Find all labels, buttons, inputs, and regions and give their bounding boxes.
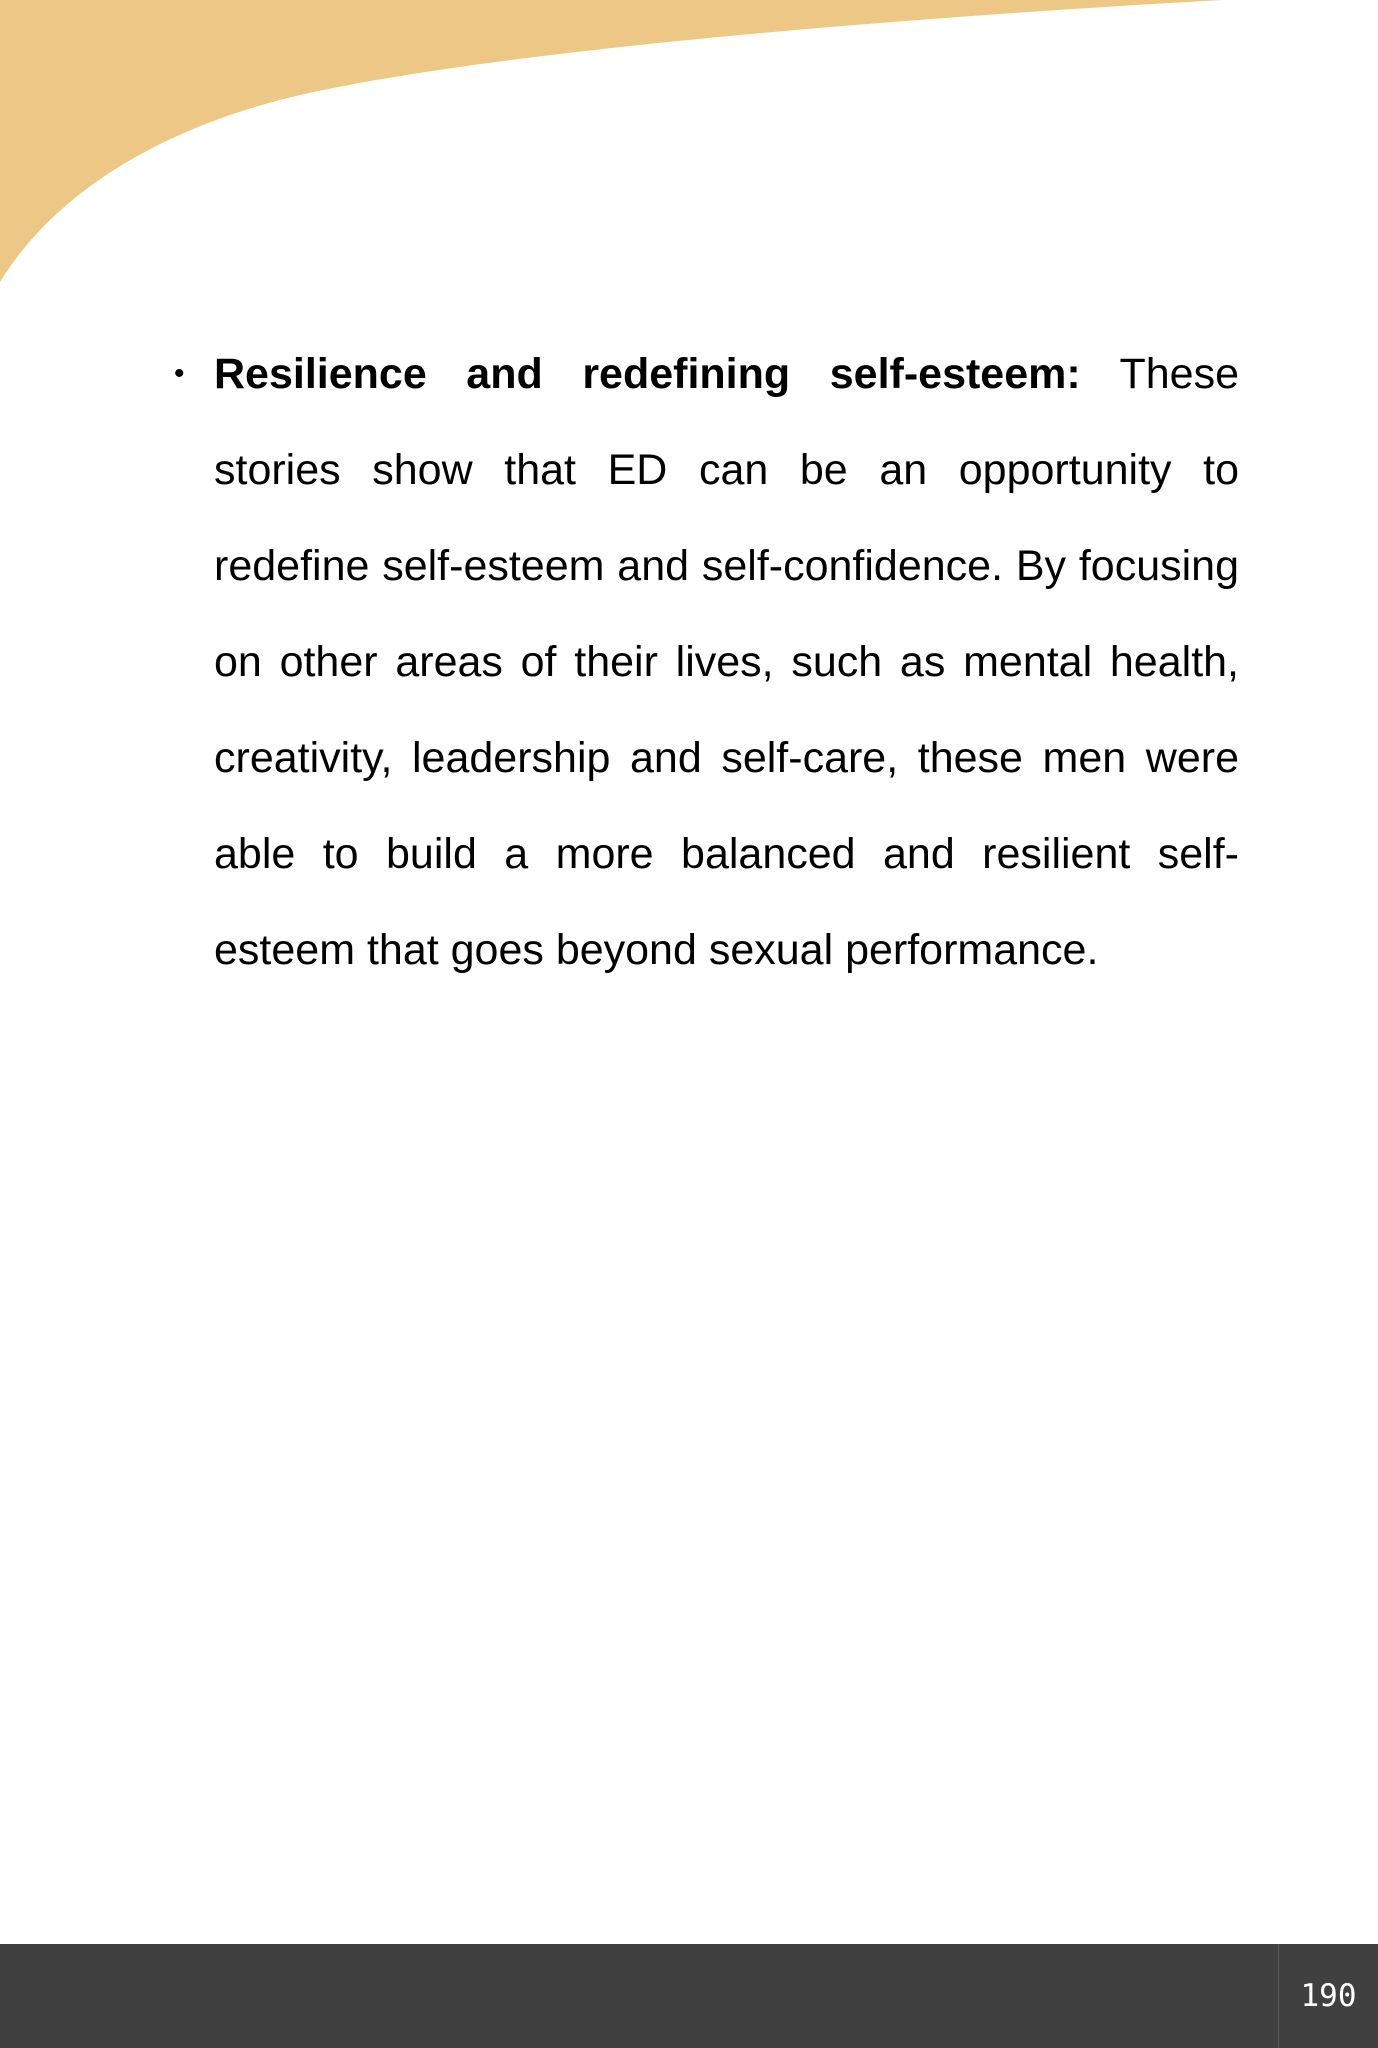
bullet-lead-text: Resilience and redefining self-esteem: bbox=[214, 350, 1081, 398]
page-number-box bbox=[1278, 1944, 1378, 2048]
page-content bbox=[0, 326, 1378, 998]
bullet-item-resilience bbox=[174, 326, 1239, 998]
bullet-marker: • bbox=[174, 357, 185, 390]
bullet-list bbox=[0, 326, 1378, 998]
footer-bar bbox=[0, 1944, 1378, 2048]
bullet-body-text: These stories show that ED can be an opportunity to redefine self-esteem and self-confidence. By focusing on other areas of their lives, such as mental health, creativity, leadership and self-care, these men were able to build a more balanced and resilient self-esteem that goes beyond sexual performance. bbox=[214, 350, 1239, 974]
decorative-header-swoosh bbox=[0, 0, 1378, 300]
page-number: 190 bbox=[1300, 1978, 1357, 2014]
